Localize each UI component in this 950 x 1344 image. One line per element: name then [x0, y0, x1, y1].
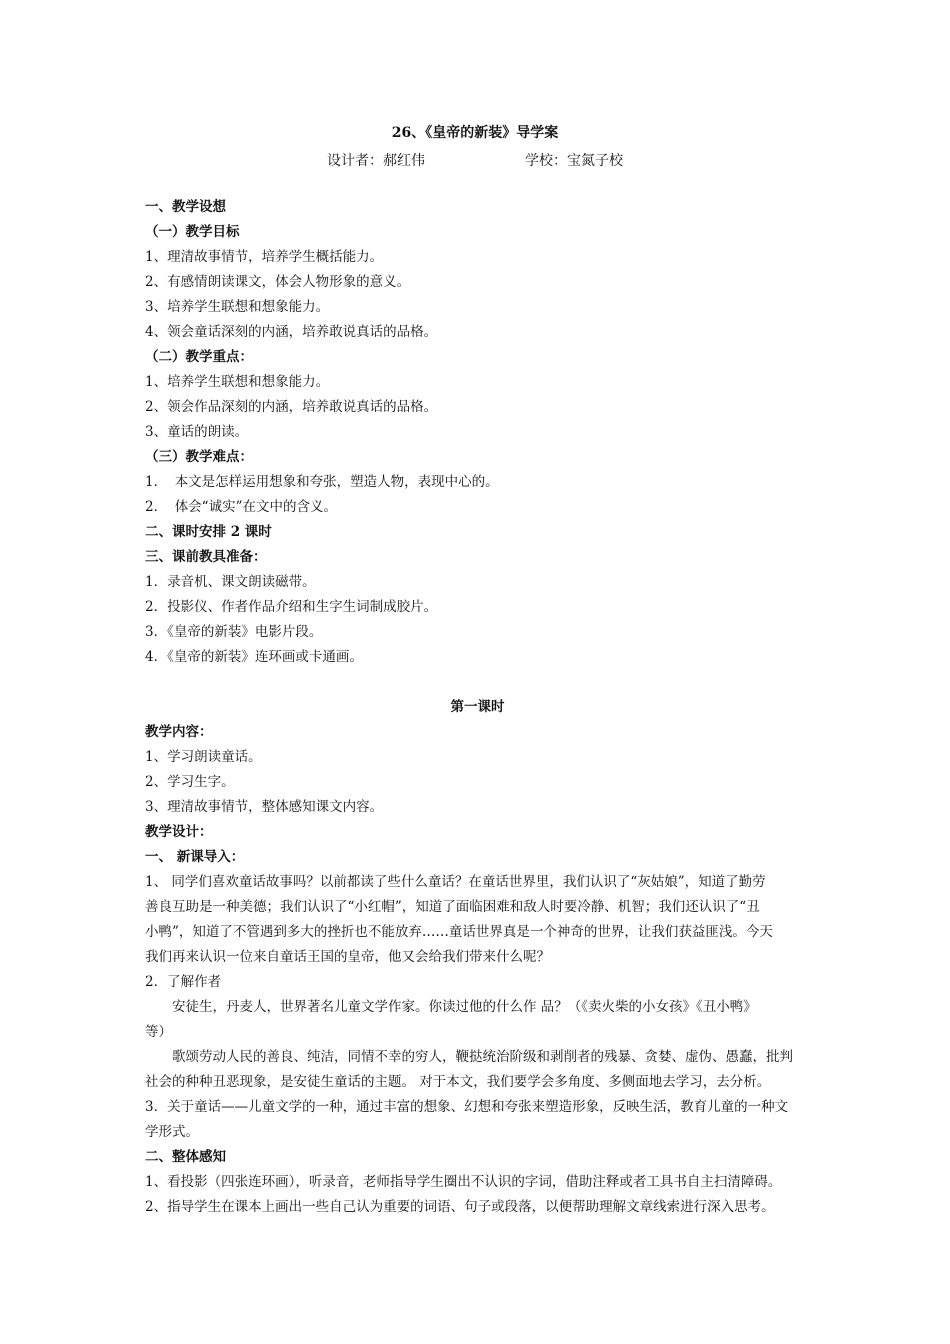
- list-item: 2． 体会“诚实”在文中的含义。: [145, 499, 337, 515]
- list-item: 2．投影仪、作者作品介绍和生字生词制成胶片。: [145, 599, 438, 615]
- paragraph-line: 2．了解作者: [145, 974, 222, 990]
- list-item: 1、理清故事情节，培养学生概括能力。: [145, 249, 384, 265]
- subsection-heading: （一）教学目标: [145, 224, 240, 240]
- school-label: 学校：宝氮子校: [525, 153, 623, 169]
- list-item: 3．《皇帝的新装》电影片段。: [145, 624, 323, 640]
- paragraph-line: 1、看投影（四张连环画），听录音，老师指导学生圈出不认识的字词，借助注释或者工具书自主扫清障碍。: [145, 1174, 782, 1190]
- paragraph-line: 社会的种种丑恶现象，是安徒生童话的主题。 对于本文，我们要学会多角度、多侧面地去学习，去分析。: [145, 1074, 771, 1090]
- subsection-heading: （三）教学难点：: [145, 449, 253, 465]
- designer-label: 设计者：郝红伟: [327, 153, 425, 169]
- paragraph-line: 我们再来认识一位来自童话王国的皇帝，他又会给我们带来什么呢？: [145, 949, 550, 965]
- list-item: 1． 本文是怎样运用想象和夸张，塑造人物，表现中心的。: [145, 474, 499, 490]
- subsection-heading: 一、 新课导入：: [145, 849, 245, 865]
- paragraph-line: 2、指导学生在课本上画出一些自己认为重要的词语、句子或段落，以便帮助理解文章线索进行深入思考。: [145, 1199, 775, 1215]
- paragraph-line: 学形式。: [145, 1124, 199, 1140]
- byline: [0, 150, 950, 170]
- section-heading: 一、教学设想: [145, 199, 226, 215]
- list-item: 1、学习朗读童话。: [145, 749, 262, 765]
- subsection-heading: （二）教学重点：: [145, 349, 253, 365]
- list-item: 1．录音机、课文朗读磁带。: [145, 574, 316, 590]
- paragraph-line: 3．关于童话——儿童文学的一种，通过丰富的想象、幻想和夸张来塑造形象，反映生活，教育儿童的一种文: [145, 1099, 789, 1115]
- section-heading: 二、整体感知: [145, 1149, 226, 1165]
- paragraph-line: 善良互助是一种美德；我们认识了“小红帽”，知道了面临困难和敌人时要冷静、机智；我们还认识了“丑: [145, 899, 760, 915]
- lesson-heading: 第一课时: [450, 699, 505, 715]
- paragraph-line: 歌颂劳动人民的善良、纯洁，同情不幸的穷人，鞭挞统治阶级和剥削者的残暴、贪婪、虚伪、愚蠢，批判: [172, 1049, 793, 1065]
- paragraph-line: 1、 同学们喜欢童话故事吗？以前都读了些什么童话？在童话世界里，我们认识了“灰姑娘”，知道了勤劳: [145, 874, 766, 890]
- paragraph-line: 安徒生，丹麦人，世界著名儿童文学作家。你读过他的什么作 品？（《卖火柴的小女孩》《丑小鸭》: [172, 999, 757, 1015]
- subsection-heading: 教学设计：: [145, 824, 213, 840]
- list-item: 2、学习生字。: [145, 774, 235, 790]
- document-body: [145, 195, 810, 1220]
- list-item: 3、培养学生联想和想象能力。: [145, 299, 330, 315]
- paragraph-line: 小鸭”，知道了不管遇到多大的挫折也不能放弃……童话世界真是一个神奇的世界，让我们获益匪浅。今天: [145, 924, 773, 940]
- list-item: 3、理清故事情节，整体感知课文内容。: [145, 799, 384, 815]
- paragraph-line: 等）: [145, 1024, 172, 1040]
- list-item: 4．《皇帝的新装》连环画或卡通画。: [145, 649, 363, 665]
- list-item: 2、有感情朗读课文，体会人物形象的意义。: [145, 274, 411, 290]
- section-heading: 二、课时安排 2 课时: [145, 524, 272, 540]
- list-item: 3、童话的朗读。: [145, 424, 249, 440]
- list-item: 2、领会作品深刻的内涵，培养敢说真话的品格。: [145, 399, 438, 415]
- section-heading: 三、课前教具准备：: [145, 549, 267, 565]
- page-title: 26、《皇帝的新装》导学案: [391, 125, 559, 141]
- subsection-heading: 教学内容：: [145, 724, 213, 740]
- list-item: 1、培养学生联想和想象能力。: [145, 374, 330, 390]
- list-item: 4、领会童话深刻的内涵，培养敢说真话的品格。: [145, 324, 438, 340]
